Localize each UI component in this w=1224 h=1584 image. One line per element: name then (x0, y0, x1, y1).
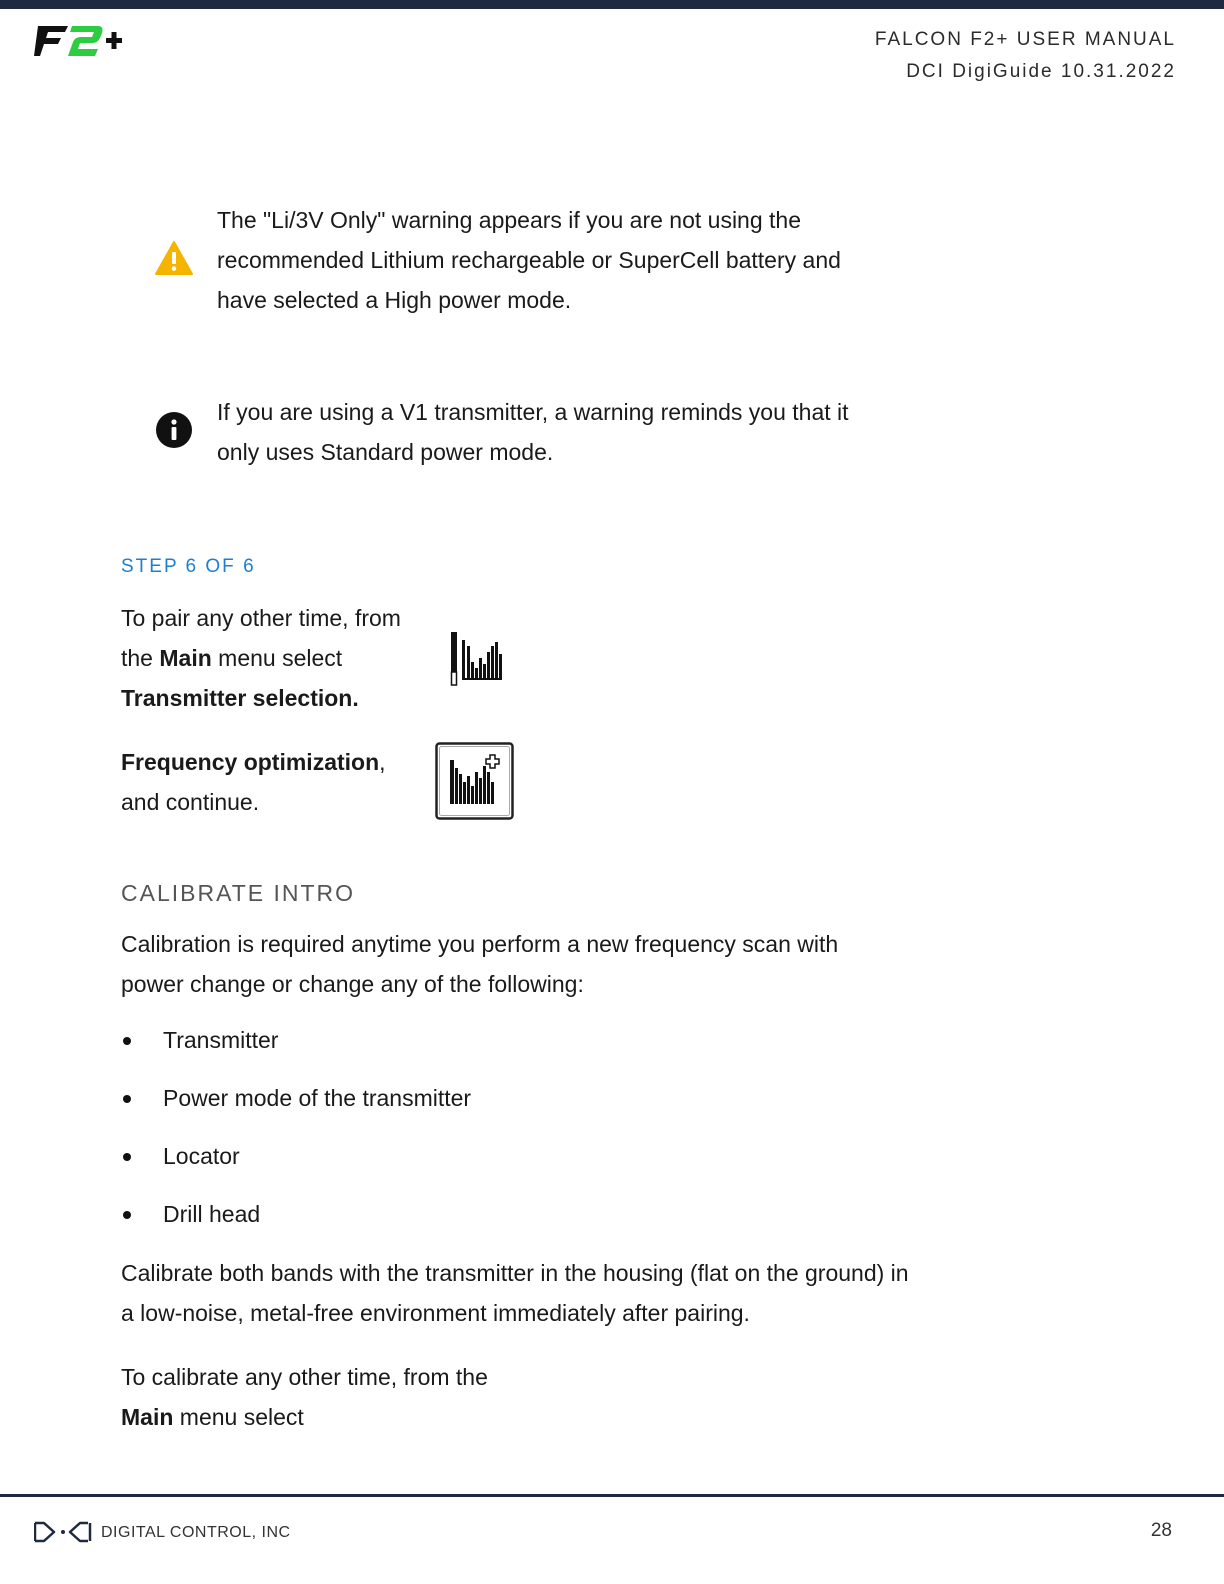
manual-title: FALCON F2+ USER MANUAL (874, 29, 1176, 50)
calibration-requirement-text: Calibration is required anytime you perform a new frequency scan with power change or change any of the following: (121, 931, 839, 997)
page-number: 28 (1150, 1520, 1172, 1541)
calibrate-intro-heading: CALIBRATE INTRO (121, 880, 356, 906)
top-bar (0, 0, 1224, 9)
info-icon (155, 411, 193, 454)
bullet-icon (123, 1037, 131, 1045)
company-name: DIGITAL CONTROL, INC (101, 1524, 291, 1541)
calibration-environment-text: Calibrate both bands with the transmitter in the housing (flat on the ground) in a low-noise, metal-free environment immediately after pairing. (121, 1260, 909, 1326)
bullet-icon (123, 1211, 131, 1219)
f2-plus-logo (34, 22, 126, 65)
frequency-optimization-term: Frequency optimization (121, 749, 380, 775)
list-item: Power mode of the transmitter (121, 1078, 471, 1136)
calibration-triggers-list (121, 1020, 471, 1252)
warning-icon (155, 240, 193, 281)
dci-logo (34, 1521, 92, 1548)
main-menu-term: Main (159, 645, 212, 671)
calibrate-other-time-text: To calibrate any other time, from the Main menu select (121, 1364, 488, 1430)
main-menu-term: Main (121, 1404, 174, 1430)
list-item: Locator (121, 1136, 471, 1194)
li-3v-warning-note: The "Li/3V Only" warning appears if you are not using the recommended Lithium rechargeable or SuperCell battery and have selected a High power mode. (217, 207, 841, 313)
footer-divider (0, 1494, 1224, 1497)
list-item: Transmitter (121, 1020, 471, 1078)
bullet-icon (123, 1153, 131, 1161)
step-label: STEP 6 OF 6 (121, 556, 256, 577)
transmitter-selection-icon (450, 632, 506, 693)
frequency-optimization-instruction: Frequency optimization, and continue. (121, 749, 386, 815)
frequency-optimization-icon (435, 742, 515, 826)
bullet-icon (123, 1095, 131, 1103)
transmitter-selection-term: Transmitter selection. (121, 685, 359, 711)
v1-transmitter-info-note: If you are using a V1 transmitter, a warning reminds you that it only uses Standard power mode. (217, 399, 849, 465)
list-item: Drill head (121, 1194, 471, 1252)
pair-instruction: To pair any other time, from the Main menu select Transmitter selection. (121, 605, 401, 711)
guide-version: DCI DigiGuide 10.31.2022 (906, 61, 1176, 82)
document-header (875, 24, 1176, 88)
